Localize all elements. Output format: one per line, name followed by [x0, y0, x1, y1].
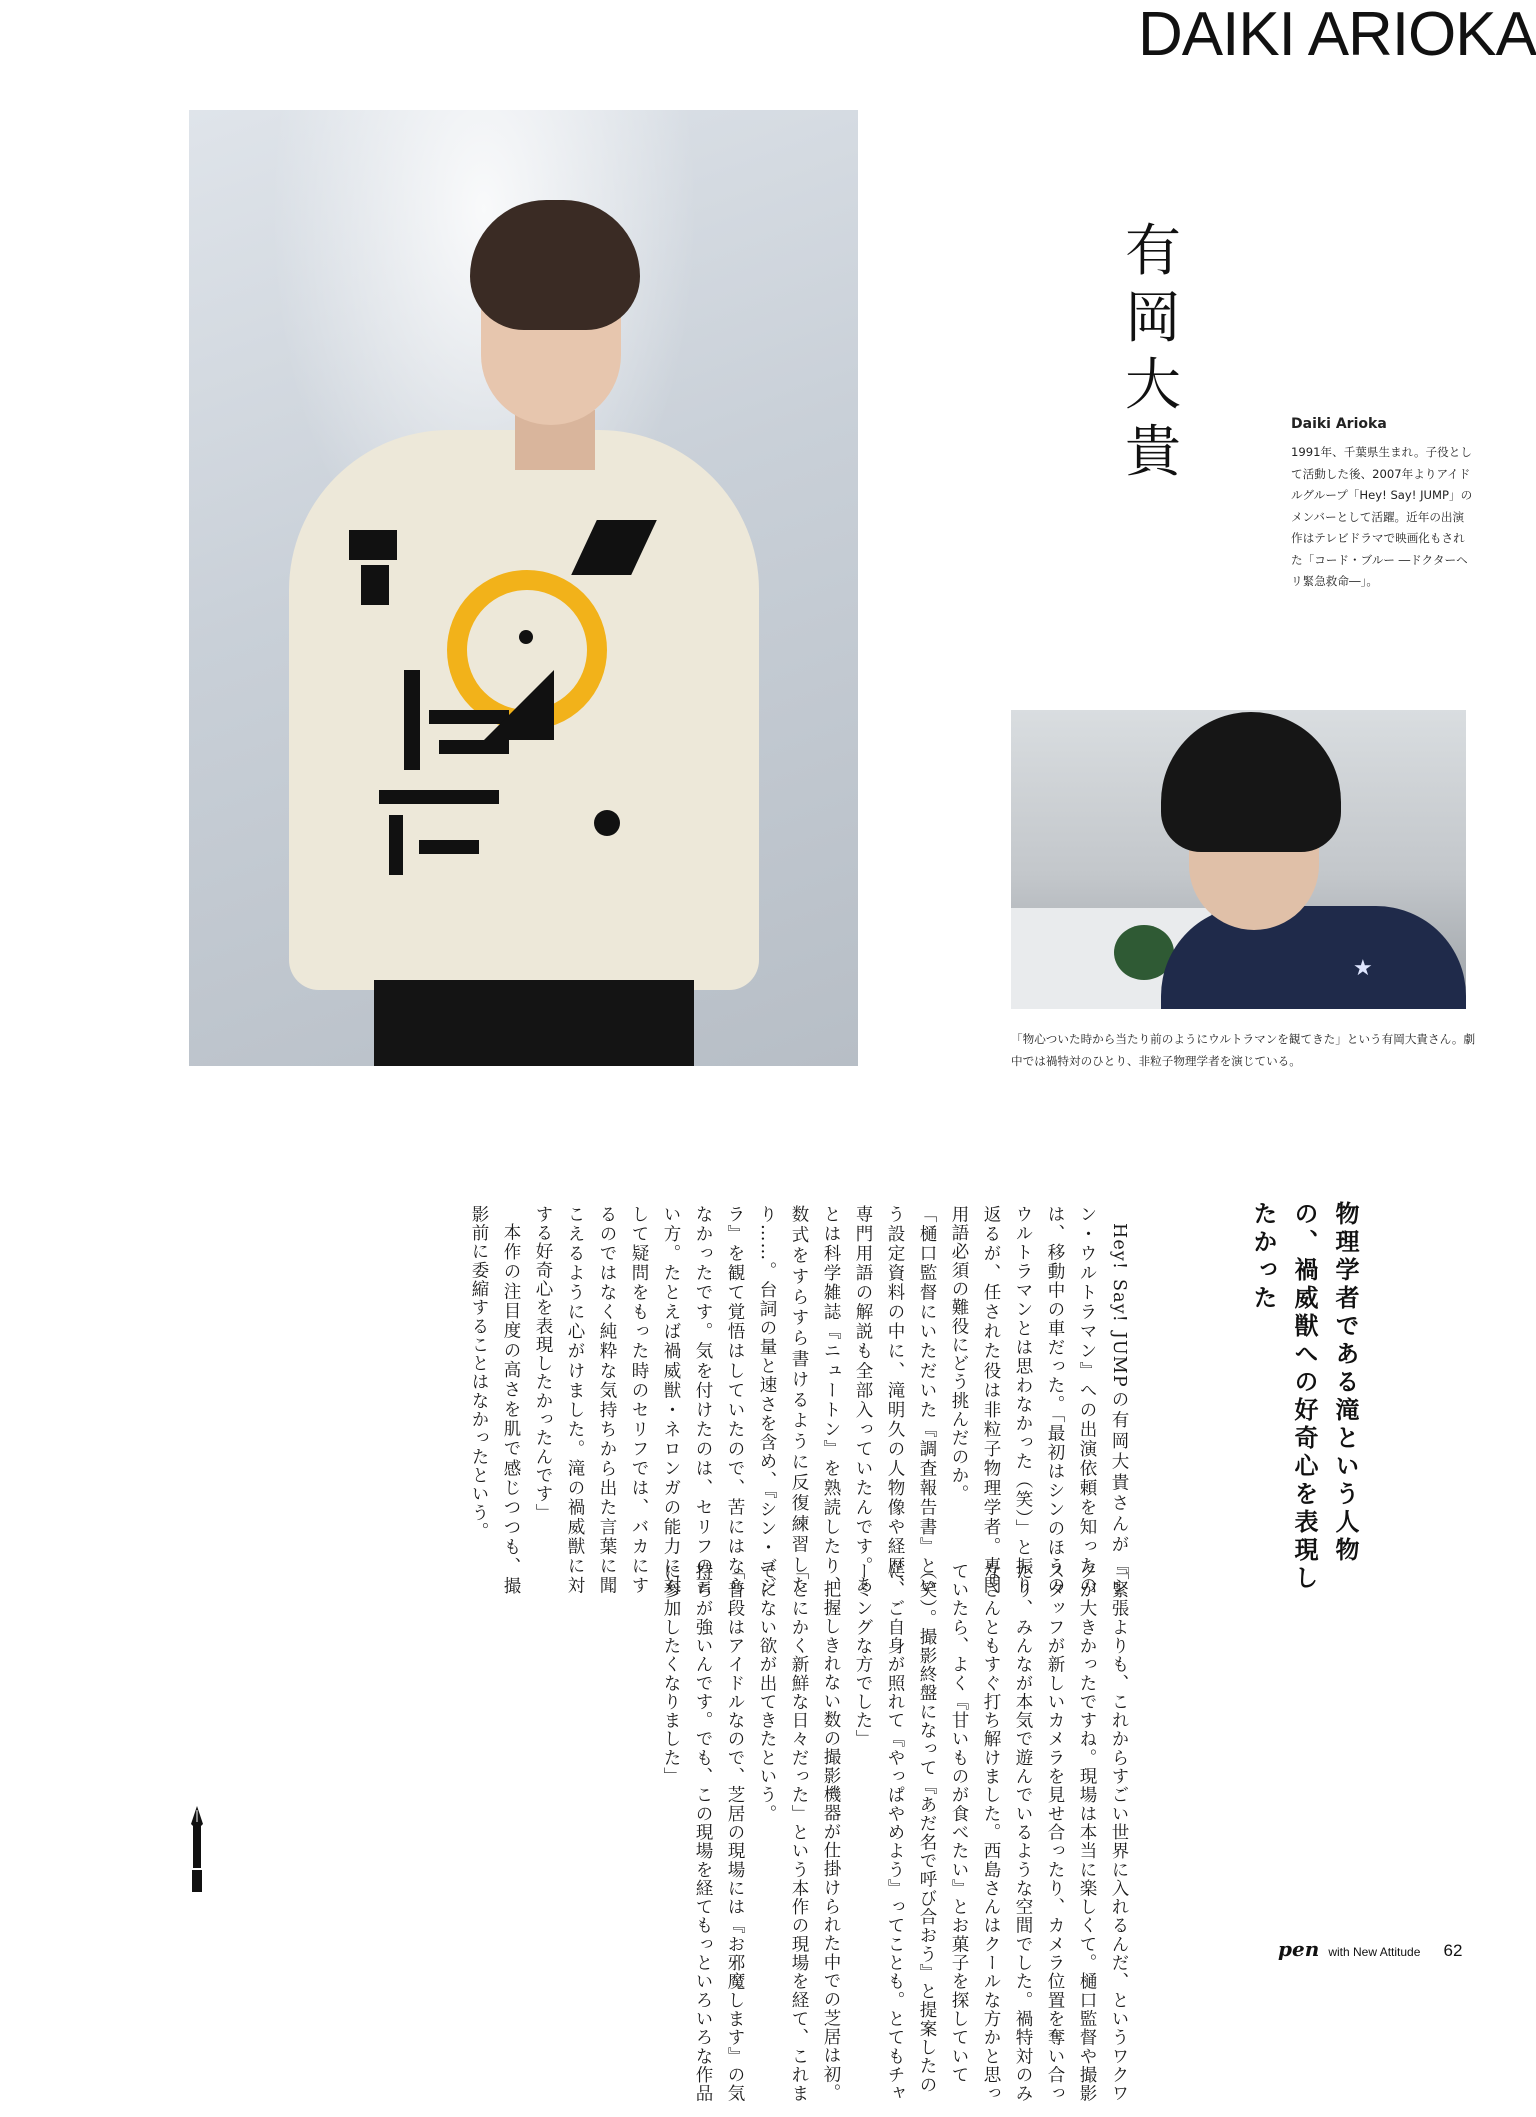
portrait-photo: [189, 110, 858, 1066]
page-number: 62: [1443, 1941, 1463, 1960]
fountain-pen-icon: [189, 1806, 205, 1892]
footer-brand: pen: [1278, 1937, 1320, 1961]
bio-block: [1291, 416, 1474, 593]
bio-text: 1991年、千葉県生まれ。子役として活動した後、2007年よりアイドルグループ「Hey! Say! JUMP」のメンバーとして活躍。近年の出演作はテレビドラマで映画化もされた「コード・ブルー ―ドクターヘリ緊急救命―」。: [1291, 445, 1473, 588]
footer-tagline: with New Attitude: [1328, 1945, 1421, 1959]
article-headline: 物理学者である滝という人物の、禍威獣への好奇心を表現したかった: [1249, 1201, 1360, 1593]
still-photo: [1011, 710, 1466, 1009]
footer: [1278, 1937, 1462, 1967]
name-jp-vertical: 有岡大貴: [1125, 219, 1181, 485]
paragraph: 「樋口監督にいただいた『調査報告書』という設定資料の中に、滝明久の人物像や経歴、専門用語の解説も全部入っていたんです。あとは科学雑誌『ニュートン』を熟読したり、数式をすらすら書けるように反復練習したり……。台詞の量と速さを含め、『シン・ゴジラ』を観て覚悟はしていたので、苦にはならなかったです。気を付けたのは、セリフの言い方。たとえば禍威獣・ネロンガの能力に対して疑問をもった時のセリフでは、バカにするのではなく純粋な気持ちから出た言葉に聞こえるように心がけました。滝の禍威獣に対する好奇心を表現したかったんです」: [533, 1205, 937, 1595]
paragraph: 「普段はアイドルなので、芝居の現場には『お邪魔します』の気持ちが強いんです。でも、この現場を経てもっといろいろな作品に参加したくなりました」: [661, 1562, 745, 2103]
star-pin-icon: ★: [1353, 956, 1373, 981]
article-body-upper: [185, 1205, 1135, 1595]
paragraph: Hey! Say! JUMPの有岡大貴さんが『シン・ウルトラマン』への出演依頼を知ったのは、移動中の車だった。「最初はシンのほうのウルトラマンとは思わなかった（笑）」と振り返るが、任された役は非粒子物理学者。専門用語必須の難役にどう挑んだのか。: [949, 1205, 1129, 1595]
header-name-en: DAIKI ARIOKA: [1137, 0, 1536, 69]
paragraph: 「緊張よりも、これからすごい世界に入れるんだ、というワクワクが大きかったですね。現場は本当に楽しくて。樋口監督や撮影スタッフが新しいカメラを見せ合ったり、カメラ位置を奪い合ったり、みんなが本気で遊んでいるような空間でした。禍特対のみなさんともすぐ打ち解けました。西島さんはクールな方かと思っていたら、よく『甘いものが食べたい』とお菓子を探していて（笑）。撮影終盤になって『あだ名で呼び合おう』と提案したのに、ご自身が照れて『やっぱやめよう』ってことも。とてもチャーミングな方でした」: [853, 1562, 1129, 2103]
bio-name-romaji: Daiki Arioka: [1291, 416, 1387, 432]
paragraph: 本作の注目度の高さを肌で感じつつも、撮影前に委縮することはなかったという。: [469, 1205, 521, 1595]
photo-caption: 「物心ついた時から当たり前のようにウルトラマンを観てきた」という有岡大貴さん。劇中では禍特対のひとり、非粒子物理学者を演じている。: [1011, 1032, 1476, 1068]
paragraph: 把握しきれない数の撮影機器が仕掛けられた中での芝居は初。「とにかく新鮮な日々だった」という本作の現場を経て、これまでにない欲が出てきたという。: [757, 1562, 841, 2103]
article-body-lower: [185, 1562, 1135, 2117]
